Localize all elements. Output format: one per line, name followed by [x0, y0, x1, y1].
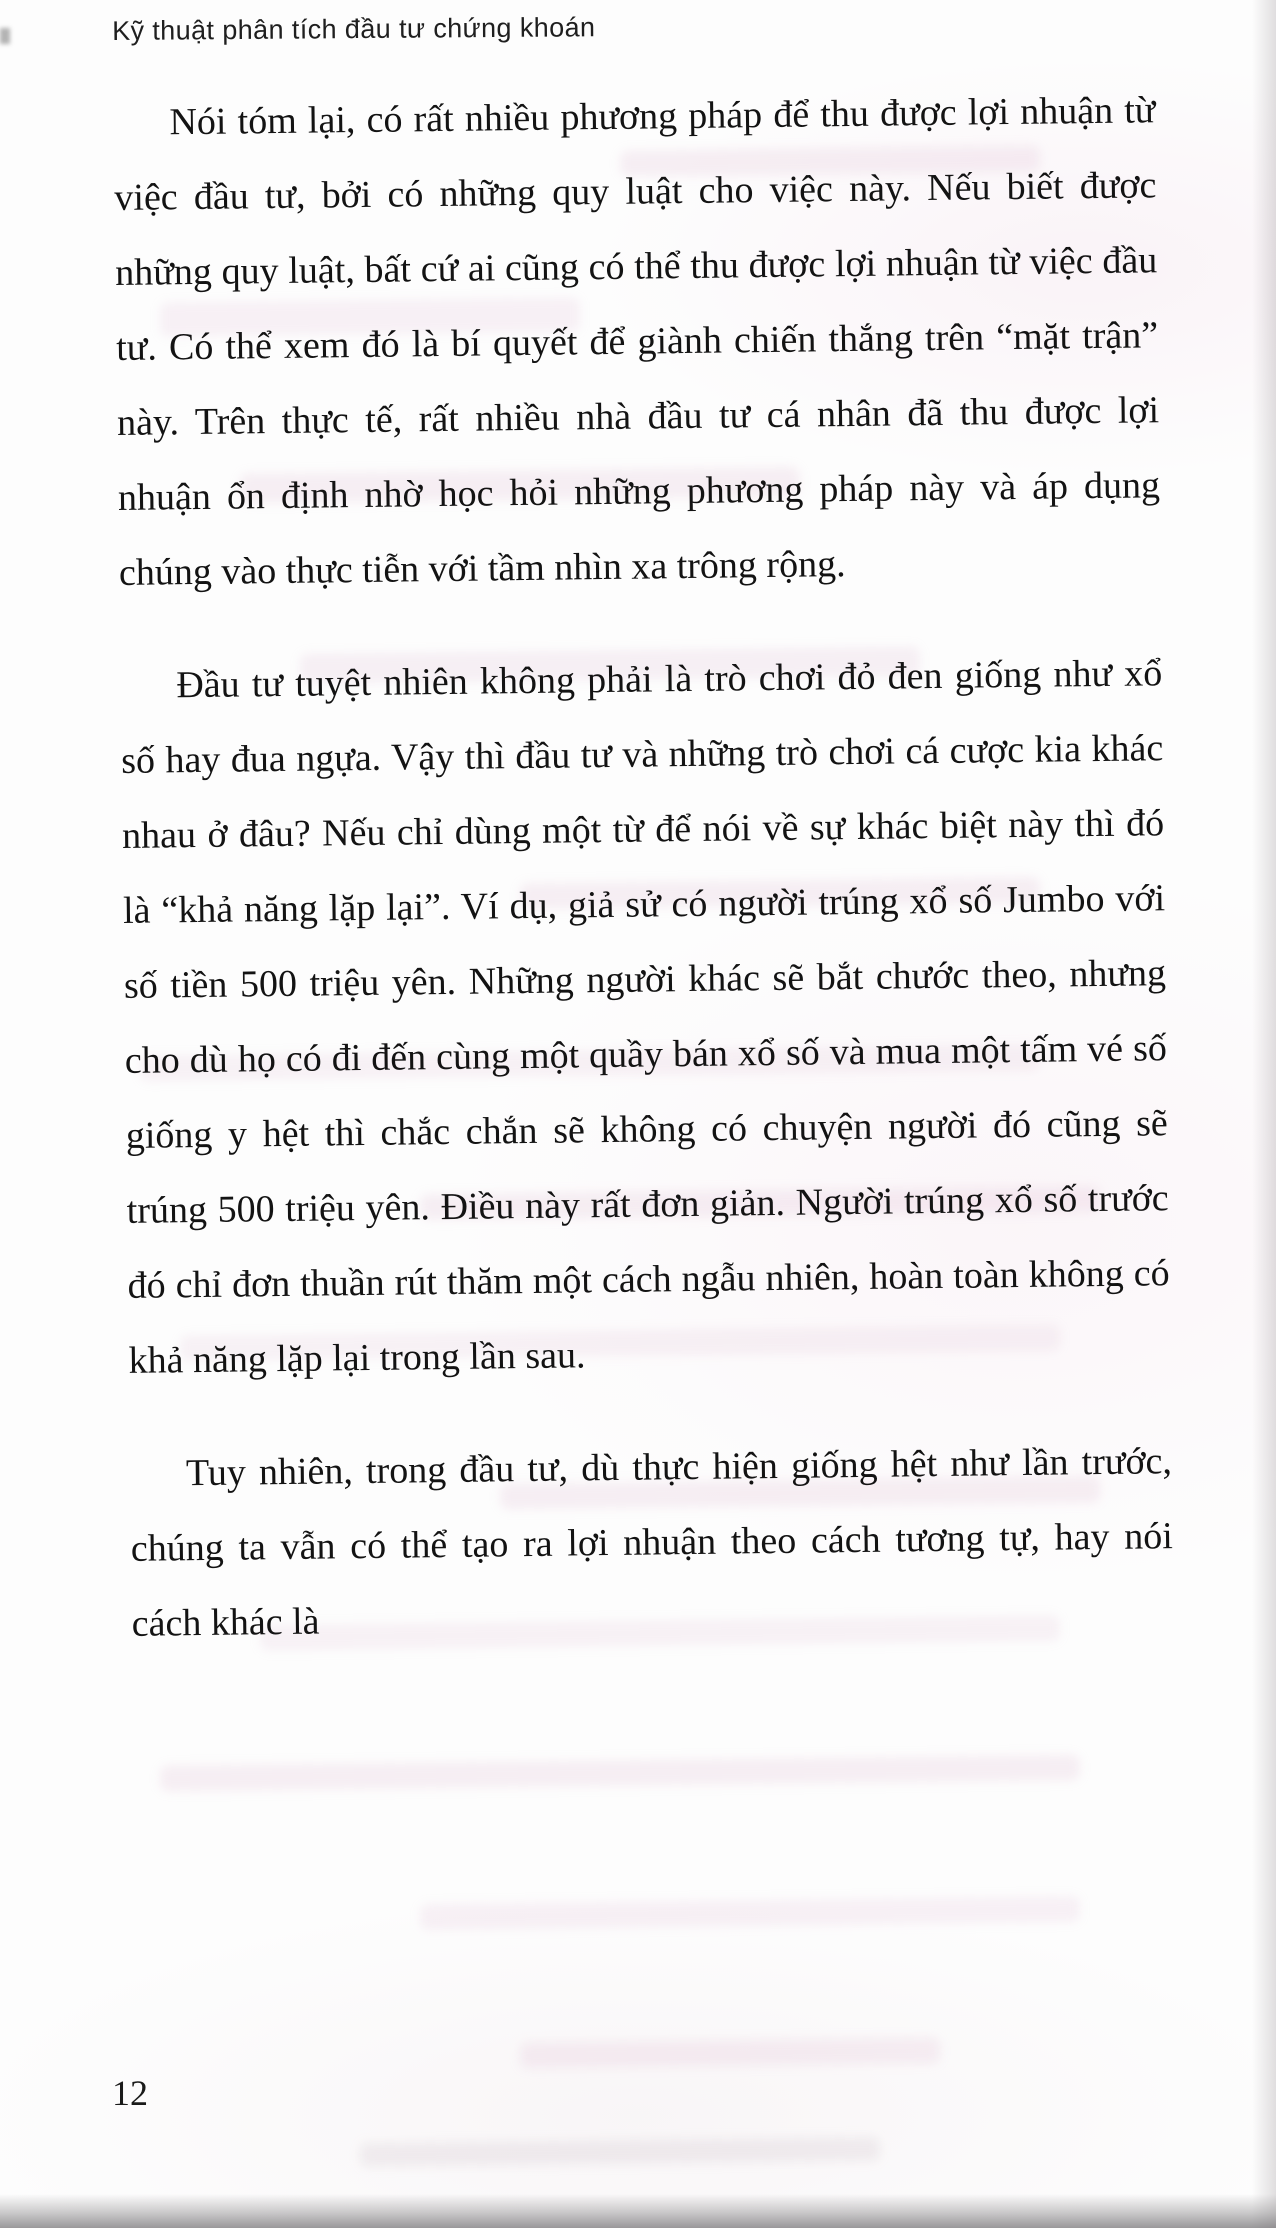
running-header: Kỹ thuật phân tích đầu tư chứng khoán	[112, 12, 596, 46]
paragraph-2: Đầu tư tuyệt nhiên không phải là trò chơi đỏ đen giống như xổ số hay đua ngựa. Vậy thì đầu tư và những trò chơi cá cược kia khác nhau ở đâu? Nếu chỉ dùng một từ để nói về sự khác biệt này thì đó là “khả năng lặp lại”. Ví dụ, giả sử có người trúng xổ số Jumbo với số tiền 500 triệu yên. Những người khác sẽ bắt chước theo, nhưng cho dù họ có đi đến cùng một quầy bán xổ số và mua một tấm vé số giống y hệt thì chắc chắn sẽ không có chuyện người đó cũng sẽ trúng 500 triệu yên. Điều này rất đơn giản. Người trúng xổ số trước đó chỉ đơn thuần rút thăm một cách ngẫu nhiên, hoàn toàn không có khả năng lặp lại trong lần sau.	[120, 652, 1170, 1382]
bleed-through-mark	[160, 1754, 1080, 1791]
page-number: 12	[112, 2073, 148, 2113]
scan-edge-shadow-right	[1252, 0, 1276, 2228]
bleed-through-mark	[360, 2137, 880, 2167]
scan-edge-shadow-bottom	[0, 2194, 1276, 2228]
paragraph-1: Nói tóm lại, có rất nhiều phương pháp để thu được lợi nhuận từ việc đầu tư, bởi có những quy luật cho việc này. Nếu biết được những quy luật, bất cứ ai cũng có thể thu được lợi nhuận từ việc đầu tư. Có thể xem đó là bí quyết để giành chiến thắng trên “mặt trận” này. Trên thực tế, rất nhiều nhà đầu tư cá nhân đã thu được lợi nhuận ổn định nhờ học hỏi những phương pháp này và áp dụng chúng vào thực tiễn với tầm nhìn xa trông rộng.	[114, 89, 1161, 594]
paragraph-3: Tuy nhiên, trong đầu tư, dù thực hiện giống hệt như lần trước, chúng ta vẫn có thể tạo ra lợi nhuận theo cách tương tự, hay nói cách khác là	[130, 1440, 1174, 1645]
body-text	[113, 73, 1175, 1700]
bleed-through-mark	[520, 2037, 940, 2068]
bleed-through-mark	[420, 1896, 1080, 1930]
scan-speck	[0, 28, 10, 44]
